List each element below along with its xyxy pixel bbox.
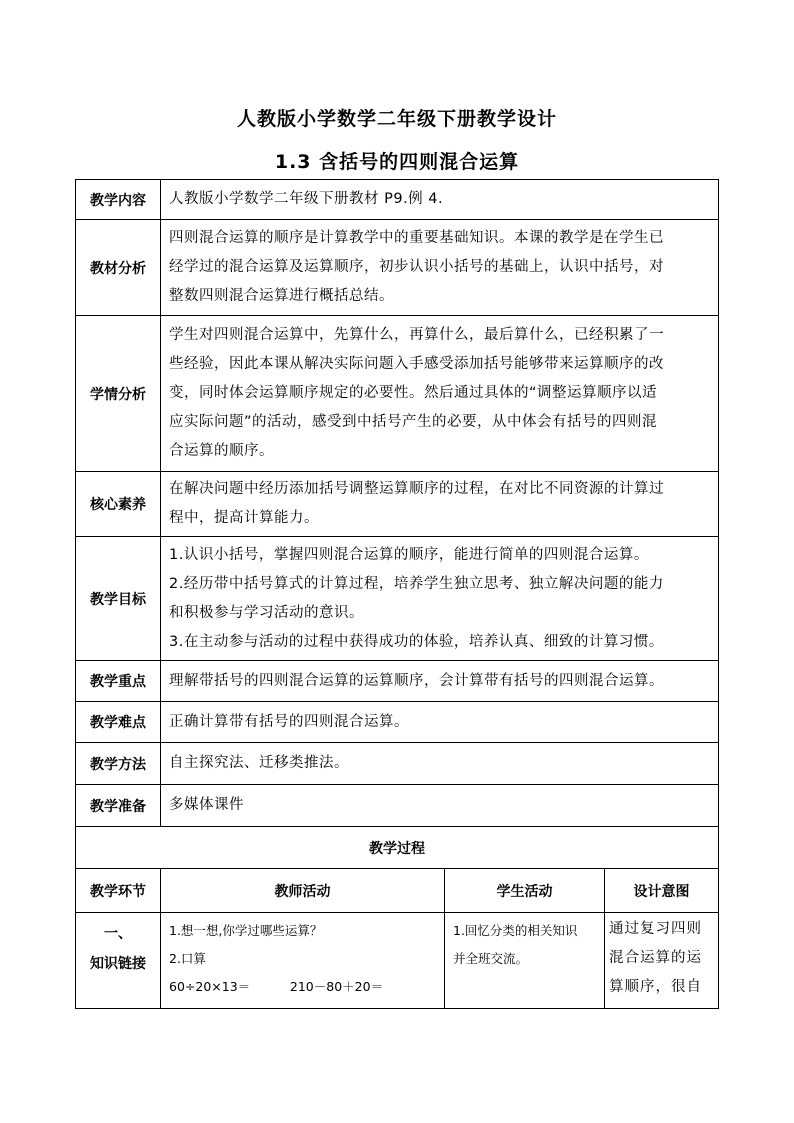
text-line: 1.想一想,你学过哪些运算？ bbox=[169, 923, 323, 938]
value-objectives bbox=[161, 537, 719, 661]
text-line: 正确计算带有括号的四则混合运算。 bbox=[169, 713, 409, 730]
text-line: 自主探究法、迁移类推法。 bbox=[169, 755, 349, 771]
text-line: 混合运算的运 bbox=[609, 950, 702, 966]
text-line: 变，同时体会运算顺序规定的必要性。然后通过具体的“调整运算顺序以适 bbox=[169, 385, 658, 401]
text-line: 理解带括号的四则混合运算的运算顺序，会计算带有括号的四则混合运算。 bbox=[169, 672, 664, 689]
row-method bbox=[76, 743, 719, 785]
header-student-activity: 学生活动 bbox=[445, 869, 605, 913]
text-line: 多媒体课件 bbox=[169, 797, 244, 813]
text-line: 通过复习四则 bbox=[609, 921, 702, 937]
text-line: 1.认识小括号，掌握四则混合运算的顺序，能进行简单的四则混合运算。 bbox=[169, 546, 649, 563]
value-content bbox=[161, 180, 719, 220]
value-key-point bbox=[161, 661, 719, 702]
row-content bbox=[76, 180, 719, 220]
label-objectives: 教学目标 bbox=[76, 537, 161, 661]
text-line: 经学过的混合运算及运算顺序，初步认识小括号的基础上，认识中括号，对 bbox=[169, 259, 664, 275]
row-material-analysis bbox=[76, 220, 719, 316]
text-line: 四则混合运算的顺序是计算教学中的重要基础知识。本课的教学是在学生已 bbox=[169, 230, 664, 246]
text-line: 3.在主动参与活动的过程中获得成功的体验，培养认真、细致的计算习惯。 bbox=[169, 633, 664, 650]
text-line: 些经验，因此本课从解决实际问题入手感受添加括号能够带来运算顺序的改 bbox=[169, 356, 664, 372]
document-title: 人教版小学数学二年级下册教学设计 bbox=[236, 108, 557, 130]
lesson-subtitle: 1.3 含括号的四则混合运算 bbox=[274, 151, 520, 173]
text-line: 合运算的顺序。 bbox=[169, 443, 274, 459]
row-difficulty bbox=[76, 702, 719, 743]
header-teacher-activity: 教师活动 bbox=[161, 869, 445, 913]
text-line: 2.口算 bbox=[169, 951, 206, 966]
label-method: 教学方法 bbox=[76, 743, 161, 785]
design-intent-cell bbox=[605, 913, 719, 1009]
row-core-literacy bbox=[76, 472, 719, 537]
text-line: 并全班交流。 bbox=[453, 951, 529, 966]
label-student-analysis: 学情分析 bbox=[76, 316, 161, 472]
text-line: 应实际问题”的活动，感受到中括号产生的必要，从中体会有括号的四则混 bbox=[169, 414, 658, 430]
row-key-point bbox=[76, 661, 719, 702]
label-key-point: 教学重点 bbox=[76, 661, 161, 702]
text-line: 60÷20×13＝ 210－80＋20＝ bbox=[169, 979, 384, 994]
label-preparation: 教学准备 bbox=[76, 785, 161, 827]
student-activity-cell bbox=[445, 913, 605, 1009]
stage-name: 知识链接 bbox=[90, 956, 146, 972]
row-preparation bbox=[76, 785, 719, 827]
value-core-literacy bbox=[161, 472, 719, 537]
text-line: 人教版小学数学二年级下册教材 P9.例 4. bbox=[169, 191, 444, 207]
stage-cell bbox=[76, 913, 161, 1009]
row-process-heading bbox=[76, 827, 719, 869]
text-line: 1.回忆分类的相关知识 bbox=[453, 923, 578, 938]
label-material-analysis: 教材分析 bbox=[76, 220, 161, 316]
text-line: 在解决问题中经历添加括号调整运算顺序的过程，在对比不同资源的计算过 bbox=[169, 481, 664, 497]
label-core-literacy: 核心素养 bbox=[76, 472, 161, 537]
stage-number: 一、 bbox=[104, 926, 132, 942]
teacher-activity-cell bbox=[161, 913, 445, 1009]
text-line: 和积极参与学习活动的意识。 bbox=[169, 604, 364, 621]
label-content: 教学内容 bbox=[76, 180, 161, 220]
text-line: 2.经历带中括号算式的计算过程，培养学生独立思考、独立解决问题的能力 bbox=[169, 575, 664, 592]
process-row-1 bbox=[76, 913, 719, 1009]
label-difficulty: 教学难点 bbox=[76, 702, 161, 743]
header-stage: 教学环节 bbox=[76, 869, 161, 913]
row-objectives bbox=[76, 537, 719, 661]
value-material-analysis bbox=[161, 220, 719, 316]
process-header-row bbox=[76, 869, 719, 913]
text-line: 学生对四则混合运算中，先算什么，再算什么，最后算什么，已经积累了一 bbox=[169, 327, 664, 343]
text-line: 程中，提高计算能力。 bbox=[169, 510, 319, 526]
header-design-intent: 设计意图 bbox=[605, 869, 719, 913]
text-line: 整数四则混合运算进行概括总结。 bbox=[169, 288, 394, 304]
row-student-analysis bbox=[76, 316, 719, 472]
process-heading: 教学过程 bbox=[76, 827, 719, 869]
value-preparation bbox=[161, 785, 719, 827]
value-method bbox=[161, 743, 719, 785]
lesson-plan-table bbox=[75, 179, 719, 1009]
value-difficulty bbox=[161, 702, 719, 743]
value-student-analysis bbox=[161, 316, 719, 472]
text-line: 算顺序，很自 bbox=[609, 979, 702, 995]
